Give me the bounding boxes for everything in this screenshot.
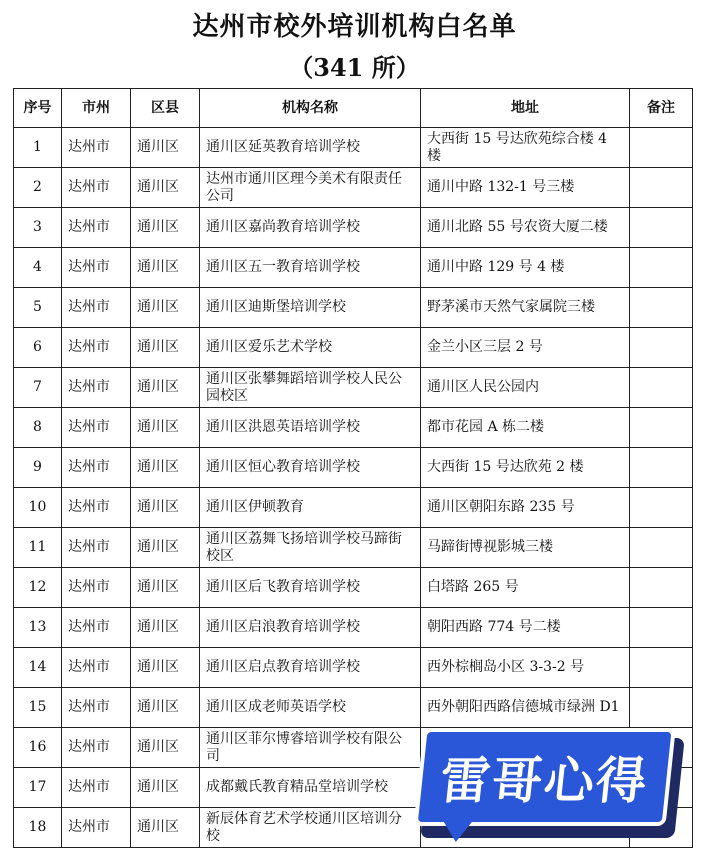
cell-num: 8 [14,408,62,448]
cell-note [630,408,693,448]
cell-city: 达州市 [62,208,131,248]
cell-num: 10 [14,488,62,528]
header-name: 机构名称 [200,89,421,128]
cell-city: 达州市 [62,808,131,848]
cell-district: 通川区 [131,488,200,528]
cell-name: 通川区迪斯堡培训学校 [200,288,421,328]
cell-city: 达州市 [62,568,131,608]
cell-address: 金兰小区三层 2 号 [421,328,630,368]
cell-name: 通川区五一教育培训学校 [200,248,421,288]
cell-note [630,208,693,248]
table-row [14,208,693,248]
cell-num: 4 [14,248,62,288]
cell-district: 通川区 [131,568,200,608]
cell-note [630,488,693,528]
cell-district: 通川区 [131,128,200,168]
cell-district: 通川区 [131,288,200,328]
watermark-badge [413,728,675,826]
table-row [14,368,693,408]
cell-city: 达州市 [62,408,131,448]
cell-num: 5 [14,288,62,328]
cell-num: 3 [14,208,62,248]
cell-num: 13 [14,608,62,648]
cell-city: 达州市 [62,328,131,368]
cell-address: 通川北路 55 号农资大厦二楼 [421,208,630,248]
cell-note [630,368,693,408]
cell-district: 通川区 [131,608,200,648]
cell-address: 通川区人民公园内 [421,368,630,408]
table-row [14,168,693,208]
table-row [14,648,693,688]
cell-district: 通川区 [131,688,200,728]
cell-city: 达州市 [62,688,131,728]
cell-name: 通川区启浪教育培训学校 [200,608,421,648]
table-row [14,688,693,728]
cell-note [630,128,693,168]
cell-note [630,608,693,648]
header-district: 区县 [131,89,200,128]
cell-district: 通川区 [131,248,200,288]
cell-district: 通川区 [131,768,200,808]
cell-note [630,288,693,328]
table-header-row [14,89,693,128]
header-note: 备注 [630,89,693,128]
cell-num: 1 [14,128,62,168]
cell-city: 达州市 [62,728,131,768]
table-row [14,528,693,568]
header-city: 市州 [62,89,131,128]
cell-district: 通川区 [131,808,200,848]
cell-name: 新辰体育艺术学校通川区培训分校 [200,808,421,848]
cell-num: 9 [14,448,62,488]
cell-name: 通川区延英教育培训学校 [200,128,421,168]
cell-city: 达州市 [62,768,131,808]
cell-address: 西外朝阳西路信德城市绿洲 D1 [421,688,630,728]
cell-address: 都市花园 A 栋二楼 [421,408,630,448]
cell-address: 朝阳西路 774 号二楼 [421,608,630,648]
table-row [14,568,693,608]
cell-note [630,688,693,728]
cell-city: 达州市 [62,368,131,408]
cell-city: 达州市 [62,248,131,288]
cell-note [630,168,693,208]
cell-note [630,248,693,288]
table-row [14,448,693,488]
cell-name: 通川区后飞教育培训学校 [200,568,421,608]
cell-name: 通川区洪恩英语培训学校 [200,408,421,448]
cell-address: 马蹄街博视影城三楼 [421,528,630,568]
table-row [14,488,693,528]
cell-city: 达州市 [62,168,131,208]
cell-name: 通川区荔舞飞扬培训学校马蹄街校区 [200,528,421,568]
cell-city: 达州市 [62,128,131,168]
cell-district: 通川区 [131,368,200,408]
header-num: 序号 [14,89,62,128]
cell-note [630,528,693,568]
cell-num: 6 [14,328,62,368]
cell-name: 通川区菲尔博睿培训学校有限公司 [200,728,421,768]
speech-bubble-tail-icon [442,822,472,842]
cell-note [630,328,693,368]
table-row [14,328,693,368]
cell-name: 成都戴氏教育精品堂培训学校 [200,768,421,808]
cell-address: 通川中路 129 号 4 楼 [421,248,630,288]
header-address: 地址 [421,89,630,128]
cell-address: 通川中路 132-1 号三楼 [421,168,630,208]
cell-name: 通川区爱乐艺术学校 [200,328,421,368]
cell-name: 达州市通川区理今美术有限责任公司 [200,168,421,208]
cell-district: 通川区 [131,168,200,208]
cell-num: 11 [14,528,62,568]
cell-address: 白塔路 265 号 [421,568,630,608]
cell-address: 野茅溪市天然气家属院三楼 [421,288,630,328]
cell-num: 7 [14,368,62,408]
cell-note [630,648,693,688]
cell-num: 2 [14,168,62,208]
table-row [14,128,693,168]
cell-district: 通川区 [131,408,200,448]
cell-num: 12 [14,568,62,608]
cell-num: 15 [14,688,62,728]
cell-district: 通川区 [131,208,200,248]
page-subtitle: （341 所） [289,53,420,82]
cell-city: 达州市 [62,288,131,328]
cell-address: 大西街 15 号达欣苑 2 楼 [421,448,630,488]
cell-city: 达州市 [62,528,131,568]
cell-city: 达州市 [62,448,131,488]
table-row [14,608,693,648]
cell-num: 18 [14,808,62,848]
cell-num: 16 [14,728,62,768]
table-row [14,248,693,288]
cell-district: 通川区 [131,728,200,768]
cell-city: 达州市 [62,488,131,528]
cell-district: 通川区 [131,528,200,568]
table-row [14,288,693,328]
cell-city: 达州市 [62,648,131,688]
cell-name: 通川区嘉尚教育培训学校 [200,208,421,248]
cell-num: 17 [14,768,62,808]
cell-address: 西外棕榈岛小区 3-3-2 号 [421,648,630,688]
cell-address: 通川区朝阳东路 235 号 [421,488,630,528]
cell-name: 通川区启点教育培训学校 [200,648,421,688]
cell-address: 大西街 15 号达欣苑综合楼 4 楼 [421,128,630,168]
cell-name: 通川区恒心教育培训学校 [200,448,421,488]
page-title: 达州市校外培训机构白名单 [192,12,517,42]
cell-num: 14 [14,648,62,688]
cell-district: 通川区 [131,648,200,688]
watermark-text: 雷哥心得 [437,752,652,810]
cell-city: 达州市 [62,608,131,648]
cell-district: 通川区 [131,328,200,368]
cell-district: 通川区 [131,448,200,488]
cell-note [630,448,693,488]
watermark-logo [412,728,686,838]
cell-name: 通川区成老师英语学校 [200,688,421,728]
cell-name: 通川区张攀舞蹈培训学校人民公园校区 [200,368,421,408]
cell-name: 通川区伊顿教育 [200,488,421,528]
cell-note [630,568,693,608]
table-row [14,408,693,448]
